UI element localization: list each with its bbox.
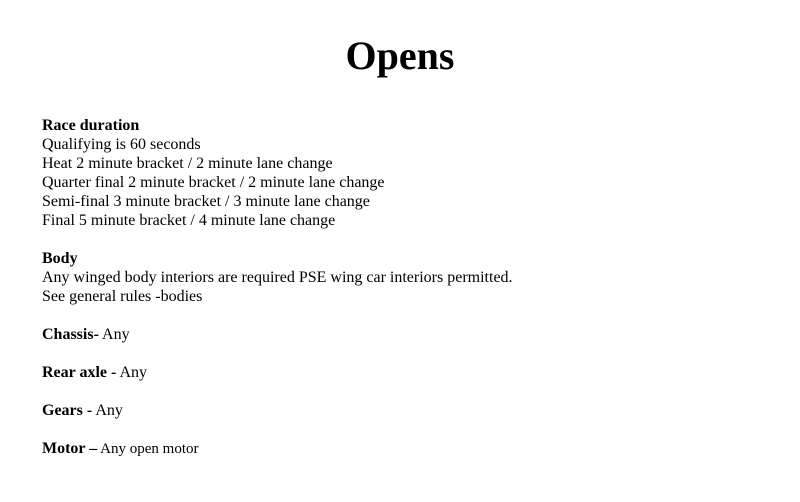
rear-axle-section [42,363,782,382]
race-duration-section [42,116,782,230]
body-heading: Body [42,250,78,267]
gears-label: Gears - [42,402,93,419]
motor-section [42,439,782,459]
rear-axle-label: Rear axle - [42,364,117,381]
rules-content [42,116,782,478]
body-line: Any winged body interiors are required PSE wing car interiors permitted. [42,269,513,286]
chassis-value: Any [98,326,130,343]
chassis-section [42,325,782,344]
motor-value: Any open motor [97,441,199,457]
race-duration-line: Final 5 minute bracket / 4 minute lane change [42,212,336,229]
chassis-label: Chassis- [42,326,99,343]
body-line: See general rules -bodies [42,288,203,305]
race-duration-line: Semi-final 3 minute bracket / 3 minute lane change [42,193,370,210]
gears-section [42,401,782,420]
rear-axle-value: Any [116,364,148,381]
gears-value: Any [92,402,123,419]
race-duration-line: Heat 2 minute bracket / 2 minute lane change [42,155,333,172]
race-duration-line: Quarter final 2 minute bracket / 2 minute lane change [42,174,385,191]
race-duration-heading: Race duration [42,117,140,134]
page-title: Opens [345,33,455,78]
motor-label: Motor – [42,440,98,457]
race-duration-line: Qualifying is 60 seconds [42,136,201,153]
body-section [42,249,782,306]
